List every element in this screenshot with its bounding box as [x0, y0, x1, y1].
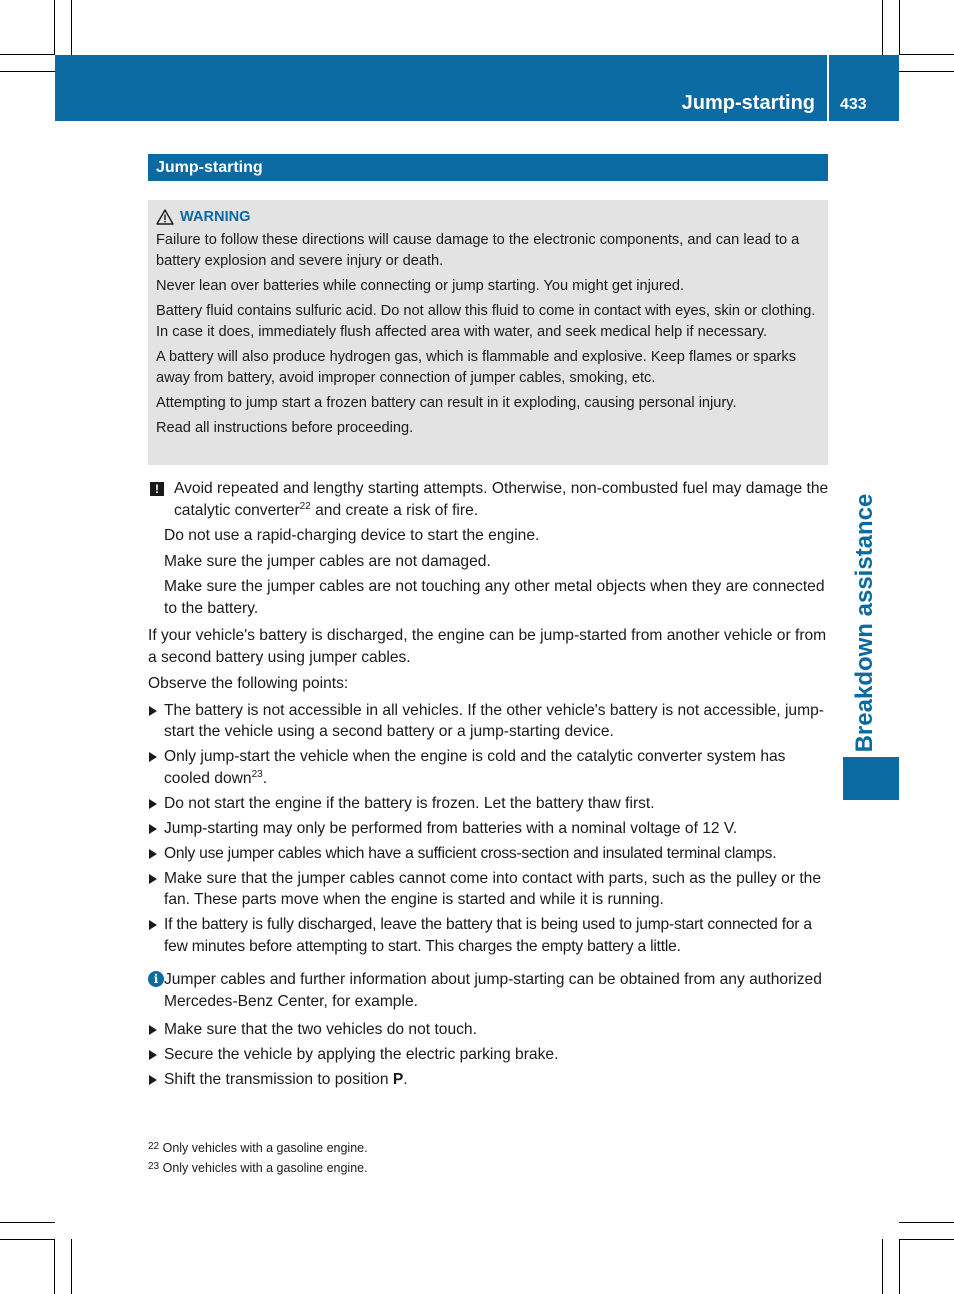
arrow-right-icon	[149, 1075, 157, 1085]
caution-note	[148, 478, 832, 619]
side-tab-label: Breakdown assistance	[851, 493, 878, 752]
header-title: Jump-starting	[681, 92, 815, 114]
list-item: Secure the vehicle by applying the electric parking brake.	[148, 1044, 832, 1066]
warning-heading: WARNING	[156, 204, 821, 230]
warning-box	[148, 200, 828, 465]
list-item: Shift the transmission to position P.	[148, 1069, 832, 1091]
arrow-right-icon	[149, 849, 157, 859]
intro-text: If your vehicle's battery is discharged, the engine can be jump-started from another vehicle or from a second battery using jumper cables.	[148, 627, 827, 666]
main-content	[148, 478, 832, 1094]
warning-text: A battery will also produce hydrogen gas, which is flammable and explosive. Keep flames or sparks away from battery, avoid improper connection of jumper cables, smoking, etc.	[156, 349, 797, 386]
info-note	[148, 969, 832, 1012]
list-item: The battery is not accessible in all vehicles. If the other vehicle's battery is not accessible, jump-start the vehicle using a second battery or a jump-starting device.	[148, 700, 832, 743]
warning-text: Read all instructions before proceeding.	[156, 420, 414, 436]
arrow-right-icon	[149, 799, 157, 809]
page-header	[55, 55, 899, 121]
info-icon: i	[148, 971, 164, 987]
page-number: 433	[840, 96, 867, 113]
list-item: Jump-starting may only be performed from batteries with a nominal voltage of 12 V.	[148, 818, 832, 840]
note-text: Do not use a rapid-charging device to start the engine.	[164, 527, 540, 544]
warning-text: Battery fluid contains sulfuric acid. Do not allow this fluid to come in contact with eyes, skin or clothing. In case it does, immediately flush affected area with water, and seek medical help if necessary.	[156, 303, 816, 340]
info-text: Jumper cables and further information about jump-starting can be obtained from any authorized Mercedes-Benz Center, for example.	[164, 971, 822, 1010]
list-item: Only use jumper cables which have a sufficient cross-section and insulated terminal clamps.	[148, 843, 832, 865]
list-item: If the battery is fully discharged, leave the battery that is being used to jump-start connected for a few minutes before attempting to start. This charges the empty battery a little.	[148, 914, 832, 957]
note-text: Make sure the jumper cables are not damaged.	[164, 552, 491, 570]
list-item: Only jump-start the vehicle when the engine is cold and the catalytic converter system has cooled down$^{23}$.	[148, 746, 832, 789]
footnote: $^{23}$ Only vehicles with a gasoline engine.	[148, 1161, 368, 1175]
arrow-right-icon	[149, 1050, 157, 1060]
side-tab-marker	[843, 757, 899, 800]
list-item: Make sure that the two vehicles do not touch.	[148, 1019, 832, 1041]
arrow-right-icon	[149, 1025, 157, 1035]
exclamation-icon: !	[150, 482, 164, 496]
header-divider	[827, 55, 829, 121]
warning-text: Never lean over batteries while connecting or jump starting. You might get injured.	[156, 278, 685, 294]
arrow-right-icon	[149, 874, 157, 884]
arrow-right-icon	[149, 752, 157, 762]
note-text: Make sure the jumper cables are not touching any other metal objects when they are connected to the battery.	[164, 578, 825, 617]
arrow-right-icon	[149, 920, 157, 930]
list-item: Do not start the engine if the battery is frozen. Let the battery thaw first.	[148, 793, 832, 815]
footnote: $^{22}$ Only vehicles with a gasoline engine.	[148, 1141, 368, 1155]
observe-text: Observe the following points:	[148, 675, 349, 692]
footnotes	[148, 1138, 368, 1178]
arrow-right-icon	[149, 824, 157, 834]
note-text: Avoid repeated and lengthy starting attempts. Otherwise, non-combusted fuel may damage the catalytic converter$^{22}$ and create a risk of fire.	[174, 480, 829, 519]
warning-text: Failure to follow these directions will cause damage to the electronic components, and can lead to a battery explosion and severe injury or death.	[156, 232, 800, 269]
section-title: Jump-starting	[148, 154, 828, 181]
list-item: Make sure that the jumper cables cannot come into contact with parts, such as the pulley or the fan. These parts move when the engine is started and while it is running.	[148, 868, 832, 911]
warning-triangle-icon	[156, 209, 174, 225]
warning-text: Attempting to jump start a frozen battery can result in it exploding, causing personal injury.	[156, 395, 737, 411]
arrow-right-icon	[149, 706, 157, 716]
